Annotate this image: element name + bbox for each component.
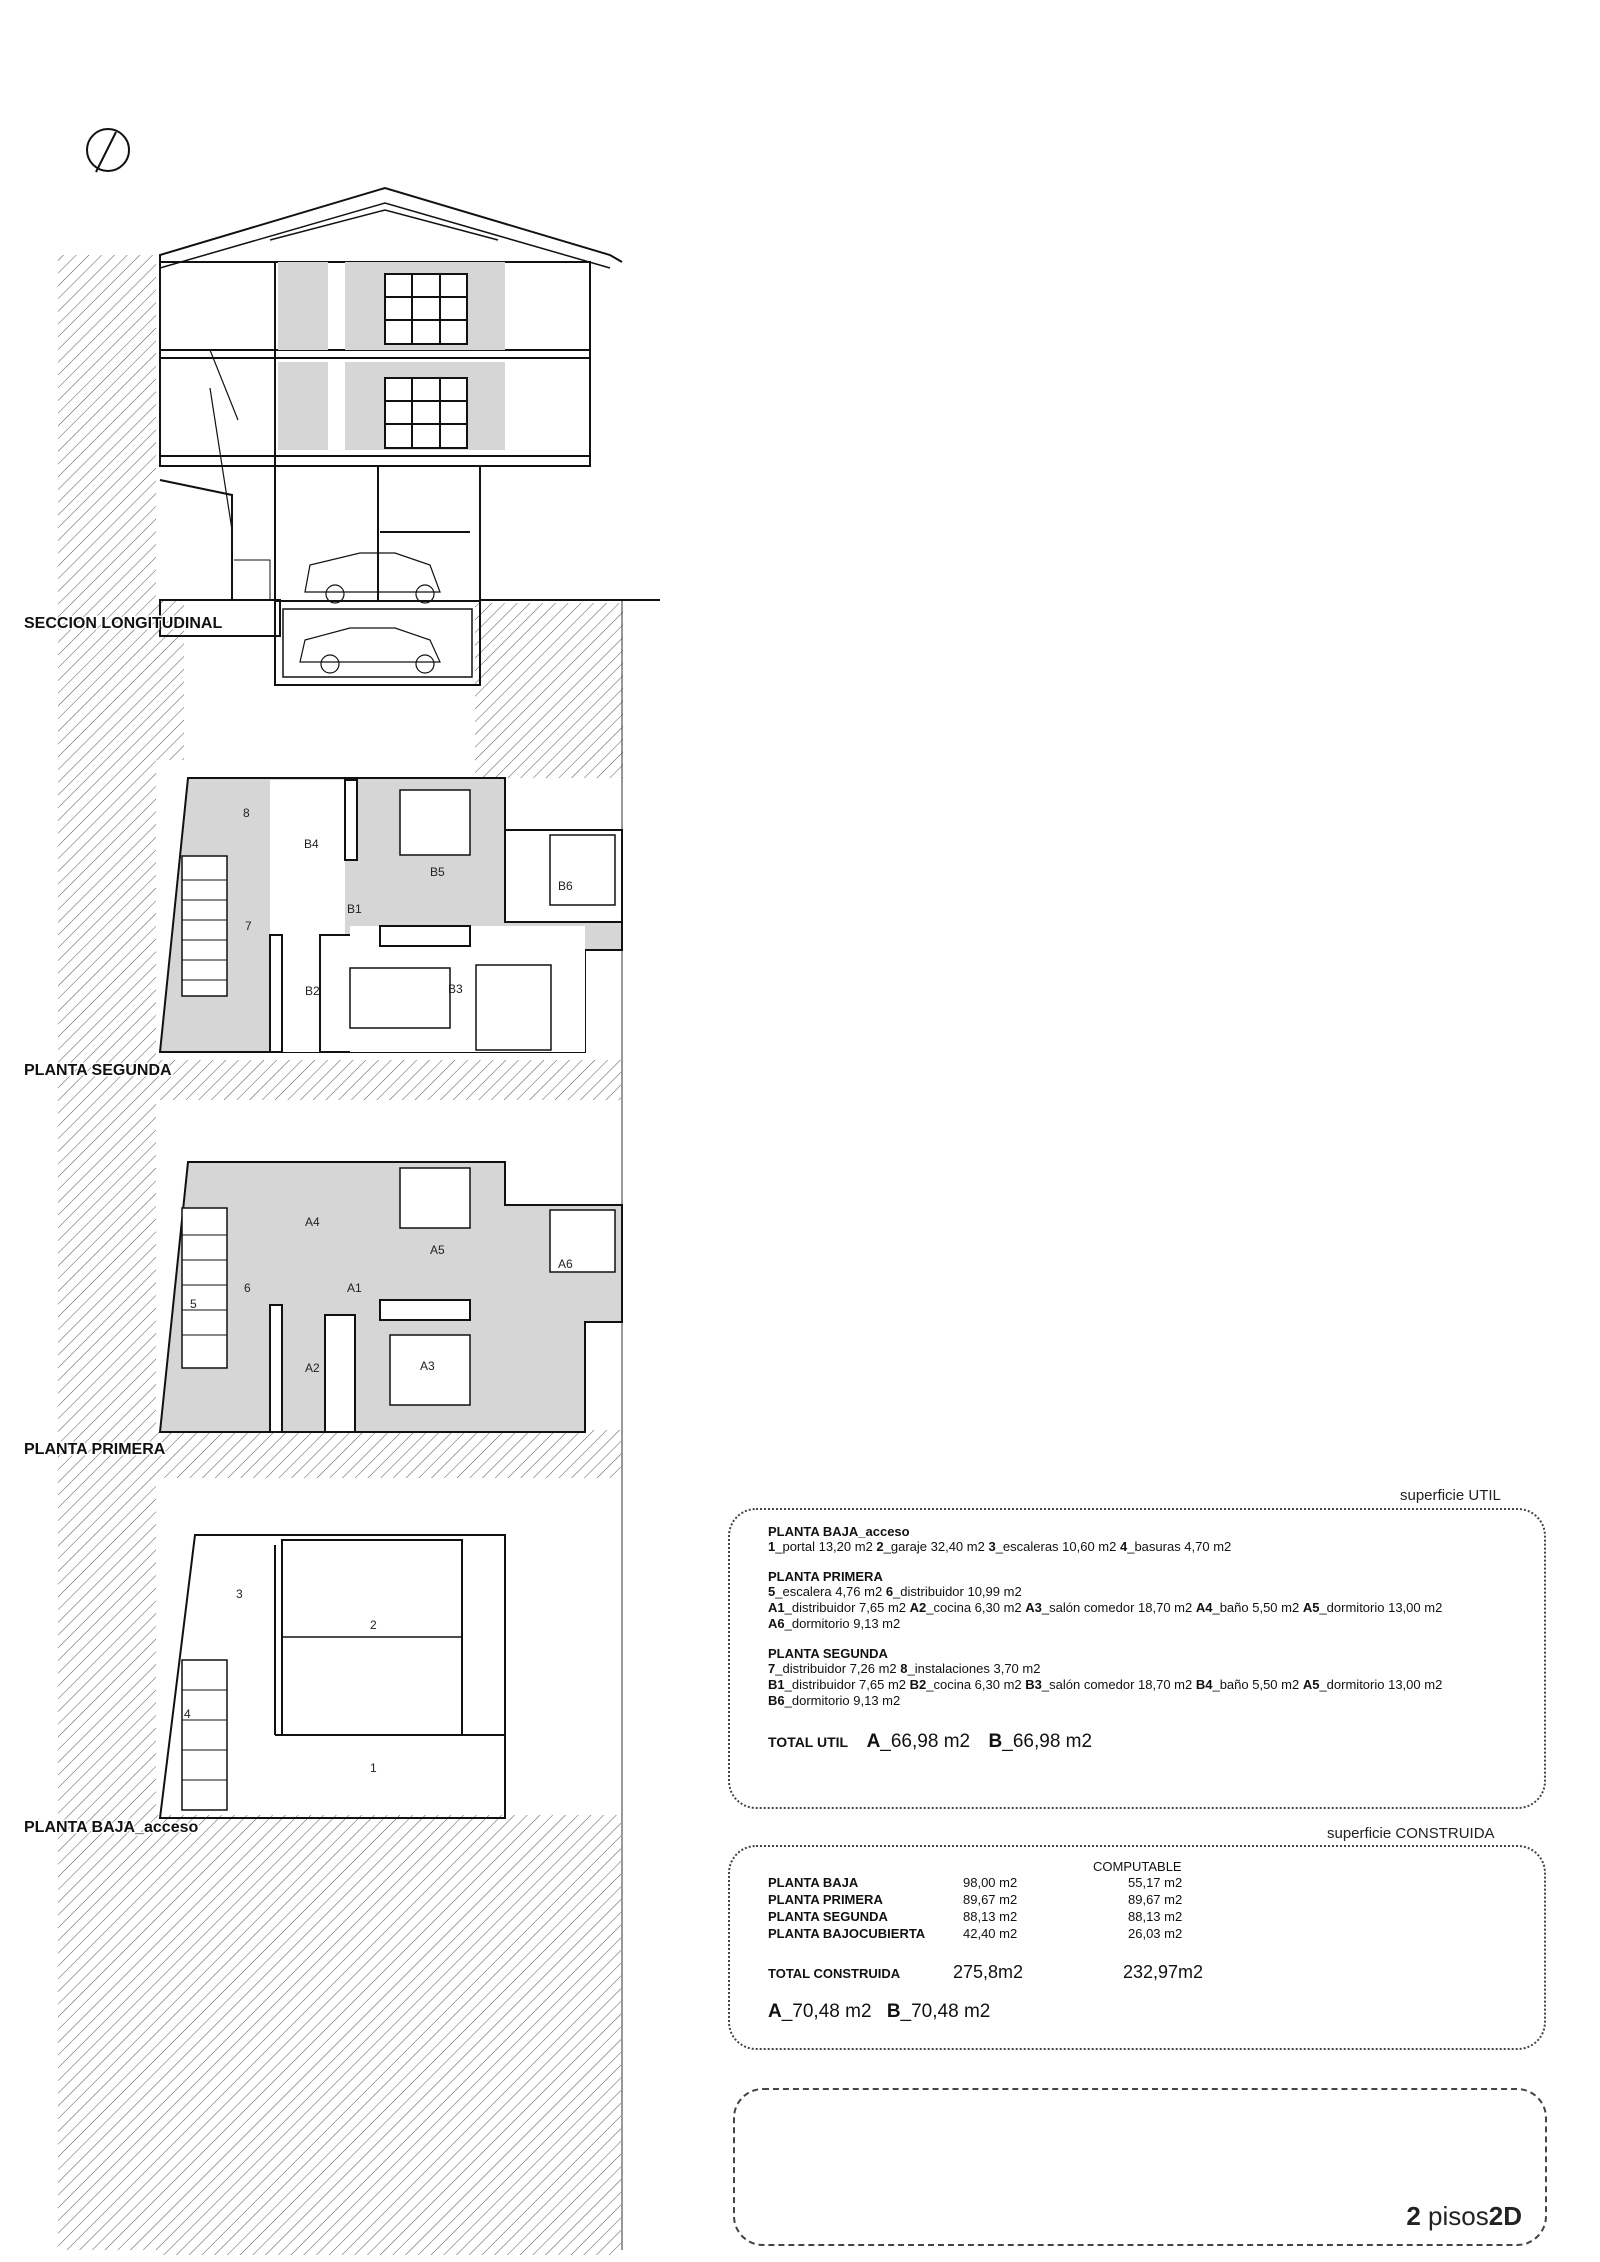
room-label: 3 [236, 1587, 243, 1601]
util-baja-line: 1_portal 13,20 m2 2_garaje 32,40 m2 3_escaleras 10,60 m2 4_basuras 4,70 m2 [768, 1539, 1232, 1554]
label-planta-segunda: PLANTA SEGUNDA [24, 1062, 172, 1079]
construida-heading: superficie CONSTRUIDA [1327, 1825, 1495, 1842]
table-row: PLANTA PRIMERA 89,67 m2 89,67 m2 [768, 1892, 1183, 1907]
util-panel [728, 1508, 1546, 1809]
label-planta-primera: PLANTA PRIMERA [24, 1441, 166, 1458]
room-label: 7 [245, 919, 252, 933]
construida-b: B_70,48 m2 [886, 2001, 991, 2022]
room-label: 6 [244, 1281, 251, 1295]
room-label: A2 [305, 1361, 320, 1375]
construida-table [768, 1874, 1182, 1942]
util-primera-line: A6_dormitorio 9,13 m2 [768, 1616, 901, 1631]
label-planta-baja: PLANTA BAJA_acceso [24, 1819, 199, 1836]
room-label: B3 [448, 982, 463, 996]
room-label: 8 [243, 806, 250, 820]
north-arrow-icon [87, 129, 129, 172]
room-label: 5 [190, 1297, 197, 1311]
util-segunda-title: PLANTA SEGUNDA [768, 1646, 888, 1661]
table-row: PLANTA BAJA 98,00 m2 55,17 m2 [768, 1875, 1183, 1890]
util-total-a: A_66,98 m2 [866, 1731, 971, 1752]
util-baja-group [768, 1524, 1504, 1555]
room-label: A3 [420, 1359, 435, 1373]
floor-plan-baja [160, 1535, 505, 1818]
label-seccion: SECCION LONGITUDINAL [24, 615, 223, 632]
util-segunda-line: B1_distribuidor 7,65 m2 B2_cocina 6,30 m2 B3_salón comedor 18,70 m2 B4_baño 5,50 m2 A5_dormitorio 13,00 m2 [768, 1677, 1443, 1692]
brand-logo: 2 pisos2D [1406, 2201, 1522, 2231]
room-label: 4 [184, 1707, 191, 1721]
util-primera-title: PLANTA PRIMERA [768, 1569, 883, 1584]
util-segunda-line: B6_dormitorio 9,13 m2 [768, 1693, 901, 1708]
util-total-b: B_66,98 m2 [988, 1731, 1093, 1752]
table-row: PLANTA BAJOCUBIERTA 42,40 m2 26,03 m2 [768, 1926, 1183, 1941]
construida-a: A_70,48 m2 [768, 2001, 872, 2022]
room-label: B4 [304, 837, 319, 851]
construida-ab [768, 2001, 1504, 2023]
room-label: A4 [305, 1215, 320, 1229]
util-primera-line: A1_distribuidor 7,65 m2 A2_cocina 6,30 m2 A3_salón comedor 18,70 m2 A4_baño 5,50 m2 A5_dormitorio 13,00 m2 [768, 1600, 1443, 1615]
util-segunda-line: 7_distribuidor 7,26 m2 8_instalaciones 3,70 m2 [768, 1661, 1041, 1676]
util-primera-line: 5_escalera 4,76 m2 6_distribuidor 10,99 m2 [768, 1584, 1022, 1599]
table-row: PLANTA SEGUNDA 88,13 m2 88,13 m2 [768, 1909, 1183, 1924]
floor-plan-primera [160, 1162, 622, 1432]
computable-label: COMPUTABLE [1093, 1859, 1182, 1874]
room-label: A5 [430, 1243, 445, 1257]
room-label: B6 [558, 879, 573, 893]
construida-total [768, 1962, 1504, 1983]
construida-total-value: 275,8m2 [953, 1962, 1024, 1982]
util-segunda-group [768, 1646, 1504, 1709]
construida-total-label: TOTAL CONSTRUIDA [768, 1966, 901, 1981]
construida-total-comp: 232,97m2 [1123, 1962, 1204, 1982]
util-primera-group [768, 1569, 1504, 1632]
util-baja-title: PLANTA BAJA_acceso [768, 1524, 910, 1539]
floor-plan-segunda [160, 778, 622, 1052]
room-label: 1 [370, 1761, 377, 1775]
util-total-label: TOTAL UTIL [768, 1734, 849, 1750]
room-label: A1 [347, 1281, 362, 1295]
room-label: 2 [370, 1618, 377, 1632]
construida-panel [728, 1845, 1546, 2050]
room-label: B5 [430, 865, 445, 879]
room-label: B1 [347, 902, 362, 916]
util-heading: superficie UTIL [1400, 1487, 1501, 1504]
util-total [768, 1731, 1504, 1753]
room-label: A6 [558, 1257, 573, 1271]
room-label: B2 [305, 984, 320, 998]
